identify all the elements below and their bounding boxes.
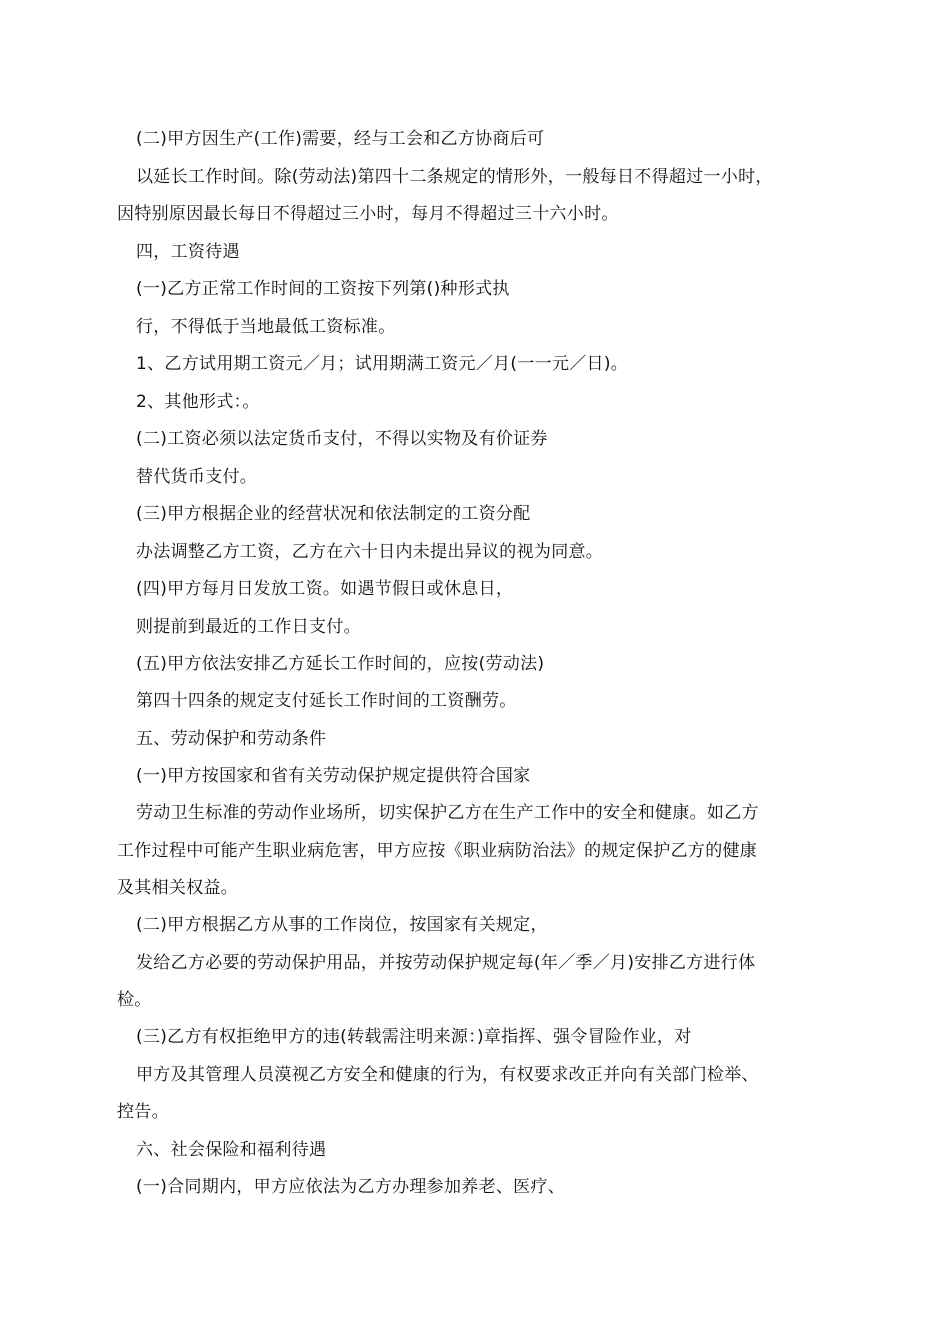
section-heading: 五、劳动保护和劳动条件	[136, 729, 327, 749]
text-line: 发给乙方必要的劳动保护用品，并按劳动保护规定每(年／季／月)安排乙方进行体	[136, 953, 756, 973]
text-line: 2、其他形式：。	[136, 392, 260, 412]
text-line: 以延长工作时间。除(劳动法)第四十二条规定的情形外，一般每日不得超过一小时，	[136, 167, 773, 187]
text-line: (三)乙方有权拒绝甲方的违(转载需注明来源：)章指挥、强令冒险作业，对	[136, 1027, 692, 1047]
text-line: 1、乙方试用期工资元／月；试用期满工资元／月(一一元／日)。	[136, 354, 629, 374]
text-line: 劳动卫生标准的劳动作业场所，切实保护乙方在生产工作中的安全和健康。如乙方	[136, 803, 759, 823]
text-line: 则提前到最近的工作日支付。	[136, 617, 361, 637]
text-line: 工作过程中可能产生职业病危害，甲方应按《职业病防治法》的规定保护乙方的健康	[117, 841, 758, 861]
section-heading: 六、社会保险和福利待遇	[136, 1140, 327, 1160]
text-line: (四)甲方每月日发放工资。如遇节假日或休息日，	[136, 579, 514, 599]
text-line: 检。	[117, 990, 152, 1010]
text-line: (二)工资必须以法定货币支付，不得以实物及有价证券	[136, 429, 548, 449]
text-line: 第四十四条的规定支付延长工作时间的工资酬劳。	[136, 691, 517, 711]
text-line: (一)合同期内，甲方应依法为乙方办理参加养老、医疗、	[136, 1177, 566, 1197]
text-line: (一)甲方按国家和省有关劳动保护规定提供符合国家	[136, 766, 531, 786]
section-heading: 四，工资待遇	[136, 242, 240, 262]
text-line: (三)甲方根据企业的经营状况和依法制定的工资分配	[136, 504, 531, 524]
text-line: 因特别原因最长每日不得超过三小时，每月不得超过三十六小时。	[117, 204, 619, 224]
text-line: (二)甲方因生产(工作)需要，经与工会和乙方协商后可	[136, 129, 545, 149]
text-line: 替代货币支付。	[136, 467, 258, 487]
text-line: (一)乙方正常工作时间的工资按下列第()种形式执	[136, 279, 510, 299]
text-line: 甲方及其管理人员漠视乙方安全和健康的行为，有权要求改正并向有关部门检举、	[136, 1065, 759, 1085]
text-line: 及其相关权益。	[117, 878, 239, 898]
text-line: 行，不得低于当地最低工资标准。	[136, 317, 396, 337]
text-line: (二)甲方根据乙方从事的工作岗位，按国家有关规定，	[136, 915, 548, 935]
text-line: (五)甲方依法安排乙方延长工作时间的，应按(劳动法)	[136, 654, 545, 674]
text-line: 办法调整乙方工资，乙方在六十日内未提出异议的视为同意。	[136, 542, 604, 562]
text-line: 控告。	[117, 1102, 169, 1122]
